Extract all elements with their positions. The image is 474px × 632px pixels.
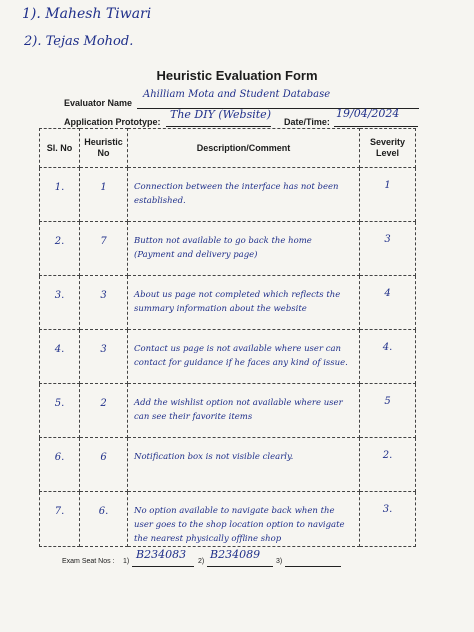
table-row [40, 330, 416, 384]
table-row [40, 168, 416, 222]
severity-cell: 2. [382, 450, 393, 461]
app-prototype-underline [166, 126, 271, 127]
description-cell: Button not available to go back the home (Payment and delivery page) [134, 236, 312, 260]
heuristic-cell: 7 [100, 236, 107, 247]
heuristic-cell: 6 [100, 452, 107, 463]
sl-no-cell: 2. [54, 236, 65, 247]
sl-no-cell: 7. [54, 506, 65, 517]
severity-cell: 5 [384, 396, 391, 407]
table-row [40, 438, 416, 492]
seat-number-2-underline [207, 566, 273, 567]
heuristic-cell: 6. [98, 506, 109, 517]
heuristic-cell: 1 [100, 182, 107, 193]
date-value: 19/04/2024 [336, 107, 400, 120]
severity-cell: 1 [384, 180, 391, 191]
header-description: Description/Comment [128, 129, 360, 168]
table-header-row [40, 129, 416, 168]
header-heuristic-no: Heuristic No [80, 129, 128, 168]
sl-no-cell: 3. [54, 290, 65, 301]
table-row [40, 492, 416, 547]
heuristic-cell: 3 [100, 290, 107, 301]
heuristic-cell: 3 [100, 344, 107, 355]
date-underline [334, 126, 418, 127]
form-title: Heuristic Evaluation Form [156, 68, 318, 83]
table-row [40, 276, 416, 330]
seat-number-3-index: 3) [276, 558, 283, 565]
header-sl-no: Sl. No [40, 129, 80, 168]
seat-nos-label: Exam Seat Nos : [62, 558, 115, 565]
sl-no-cell: 1. [54, 182, 65, 193]
app-prototype-label: Application Prototype: [64, 117, 161, 127]
heuristic-cell: 2 [100, 398, 107, 409]
description-cell: No option available to navigate back when the user goes to the shop location option to navigate the nearest physically offline shop [134, 506, 345, 544]
app-prototype-value: The DIY (Website) [170, 108, 271, 121]
description-cell: Add the wishlist option not available where user can see their favorite items [134, 398, 343, 422]
seat-number-1-index: 1) [123, 558, 130, 565]
seat-number-1-underline [132, 566, 194, 567]
seat-number-3-underline [285, 566, 341, 567]
description-cell: Notification box is not visible clearly. [134, 452, 294, 462]
severity-cell: 4 [384, 288, 391, 299]
header-severity: Severity Level [360, 129, 416, 168]
team-member-2: 2). Tejas Mohod. [24, 34, 134, 49]
team-member-1: 1). Mahesh Tiwari [22, 6, 152, 22]
sl-no-cell: 5. [54, 398, 65, 409]
sl-no-cell: 4. [54, 344, 65, 355]
severity-cell: 3. [382, 504, 393, 515]
seat-number-2: B234089 [210, 548, 261, 561]
seat-number-1: B234083 [136, 548, 187, 561]
sl-no-cell: 6. [54, 452, 65, 463]
date-label: Date/Time: [284, 117, 330, 127]
severity-cell: 3 [384, 234, 391, 245]
seat-number-2-index: 2) [198, 558, 205, 565]
evaluator-label: Evaluator Name [64, 98, 133, 108]
evaluation-table [39, 128, 416, 547]
description-cell: Contact us page is not available where user can contact for guidance if he faces any kind of issue. [134, 344, 348, 368]
table-row [40, 384, 416, 438]
table-row [40, 222, 416, 276]
description-cell: About us page not completed which reflects the summary information about the website [134, 290, 341, 314]
evaluator-value: Ahilliam Mota and Student Database [143, 89, 331, 100]
severity-cell: 4. [382, 342, 393, 353]
description-cell: Connection between the interface has not been established. [134, 182, 339, 206]
